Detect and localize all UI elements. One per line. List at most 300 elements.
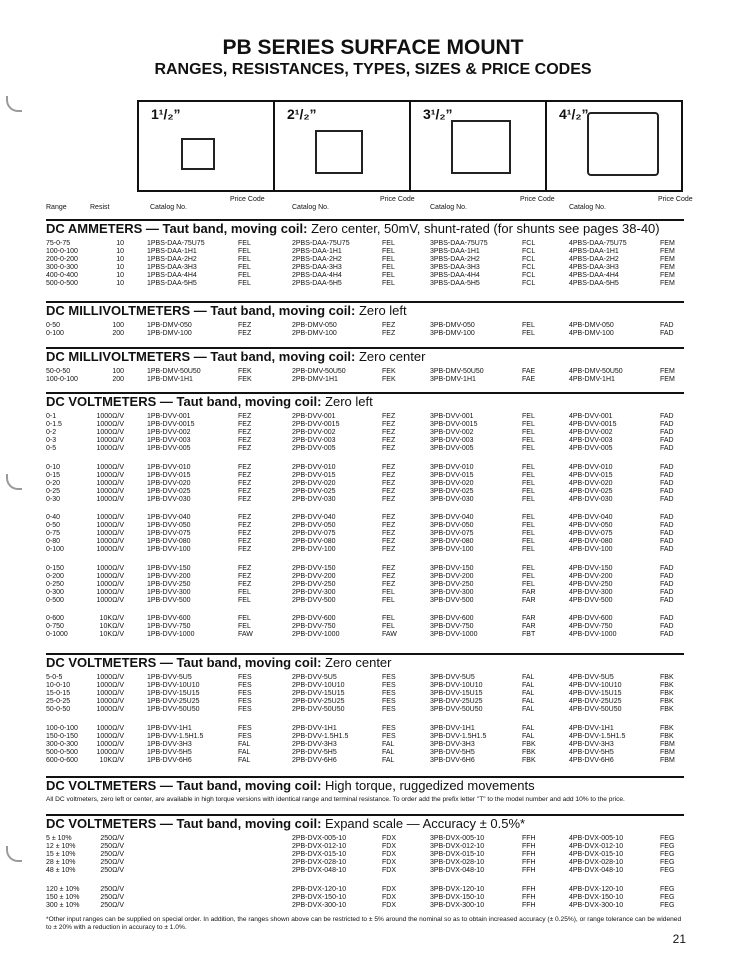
cell-resistance: 1000Ω/V (96, 413, 124, 420)
cell-catalog-3-5in: 3PB-DVV-250 (430, 580, 474, 588)
cell-catalog-2-5in: 2PB-DVV-0015 (292, 421, 340, 429)
cell-catalog-1-5in: 1PB-DVV-080 (147, 538, 191, 546)
cell-catalog-3-5in: 3PB-DMV-1H1 (430, 376, 476, 384)
cell-price-3-5in: FFH (522, 843, 536, 851)
col-header-catalog: Catalog No. (292, 204, 329, 211)
cell-resistance: 250Ω/V (100, 893, 124, 901)
cell-catalog-1-5in: 1PB-DMV-1H1 (147, 376, 193, 384)
cell-catalog-3-5in: 3PB-DVV-005 (430, 445, 474, 453)
cell-price-2-5in: FEL (382, 623, 395, 631)
cell-price-3-5in: FFH (522, 893, 536, 901)
cell-price-3-5in: FBK (522, 740, 536, 748)
cell-catalog-2-5in: 2PB-DVV-001 (292, 413, 336, 420)
cell-catalog-2-5in: 2PB-DVX-048-10 (292, 867, 347, 875)
cell-catalog-3-5in: 3PB-DMV-050 (430, 322, 475, 329)
cell-price-4-5in: FAD (660, 495, 674, 503)
cell-price-2-5in: FES (382, 732, 396, 740)
cell-catalog-3-5in: 3PB-DVV-3H3 (430, 740, 475, 748)
cell-catalog-1-5in: 1PB-DVV-1.5H1.5 (147, 732, 204, 740)
table-row (46, 322, 686, 330)
cell-resistance: 1000Ω/V (96, 674, 124, 681)
cell-price-2-5in: FEZ (382, 580, 396, 588)
cell-price-3-5in: FAL (522, 682, 535, 690)
binder-hole-mark (6, 474, 22, 490)
cell-price-2-5in: FDX (382, 901, 396, 909)
cell-catalog-4-5in: 4PBS-DAA-1H1 (569, 248, 619, 256)
cell-range: 0-150 (46, 564, 64, 572)
table-row (46, 376, 686, 384)
cell-catalog-3-5in: 3PBS-DAA-3H3 (430, 264, 480, 272)
cell-price-3-5in: FEL (522, 437, 535, 445)
cell-price-4-5in: FAD (660, 522, 674, 530)
table-row (46, 597, 686, 605)
cell-price-1-5in: FEL (238, 588, 251, 596)
cell-resistance: 1000Ω/V (96, 471, 124, 479)
cell-catalog-1-5in: 1PBS-DAA-5H5 (147, 280, 197, 288)
cell-price-2-5in: FAL (382, 756, 395, 764)
cell-catalog-1-5in: 1PB-DVV-500 (147, 596, 191, 604)
table-row (46, 445, 686, 453)
cell-range: 0-40 (46, 514, 61, 521)
cell-catalog-3-5in: 3PB-DVV-150 (430, 564, 474, 572)
cell-price-1-5in: FES (238, 706, 252, 714)
cell-catalog-4-5in: 4PB-DVV-020 (569, 479, 613, 487)
table-row (46, 256, 686, 264)
cell-resistance: 10KΩ/V (99, 615, 124, 622)
cell-catalog-3-5in: 3PB-DVX-005-10 (430, 835, 485, 842)
cell-catalog-4-5in: 4PBS-DAA-4H4 (569, 272, 619, 280)
cell-price-4-5in: FAD (660, 530, 674, 538)
cell-catalog-3-5in: 3PB-DVV-015 (430, 471, 474, 479)
cell-catalog-4-5in: 4PBS-DAA-2H2 (569, 256, 619, 264)
cell-price-1-5in: FEZ (238, 429, 252, 437)
cell-catalog-2-5in: 2PB-DVV-002 (292, 429, 336, 437)
table-row (46, 421, 686, 429)
cell-catalog-4-5in: 4PB-DVV-250 (569, 580, 613, 588)
cell-catalog-4-5in: 4PB-DVV-002 (569, 429, 613, 437)
cell-catalog-2-5in: 2PB-DVV-3H3 (292, 740, 337, 748)
cell-catalog-4-5in: 4PB-DVV-1H1 (569, 724, 614, 732)
cell-catalog-3-5in: 3PB-DVV-1000 (430, 631, 478, 639)
cell-range: 0-20 (46, 479, 61, 487)
cell-price-3-5in: FCL (522, 280, 536, 288)
cell-catalog-4-5in: 4PB-DVV-1000 (569, 631, 617, 639)
section-title-bold: DC MILLIVOLTMETERS — Taut band, moving coil: (46, 349, 356, 364)
cell-price-4-5in: FEM (660, 280, 675, 288)
cell-catalog-4-5in: 4PBS-DAA-3H3 (569, 264, 619, 272)
cell-catalog-4-5in: 4PB-DVV-005 (569, 445, 613, 453)
table-row (46, 674, 686, 682)
cell-resistance: 1000Ω/V (96, 724, 124, 732)
cell-catalog-1-5in: 1PBS-DAA-2H2 (147, 256, 197, 264)
table-row (46, 698, 686, 706)
cell-price-2-5in: FAW (382, 631, 397, 639)
cell-catalog-4-5in: 4PB-DVX-005-10 (569, 835, 624, 842)
cell-price-1-5in: FEZ (238, 538, 252, 546)
section-header (46, 776, 684, 794)
cell-catalog-4-5in: 4PB-DVV-6H6 (569, 756, 614, 764)
cell-price-2-5in: FEZ (382, 421, 396, 429)
cell-price-1-5in: FEZ (238, 445, 252, 453)
cell-range: 500-0-500 (46, 748, 78, 756)
cell-catalog-1-5in: 1PB-DVV-250 (147, 580, 191, 588)
cell-catalog-3-5in: 3PB-DVX-028-10 (430, 859, 485, 867)
size-label: 4¹/₂” (559, 106, 589, 122)
row-group (46, 615, 686, 639)
cell-price-3-5in: FEL (522, 530, 535, 538)
cell-range: 12 ± 10% (46, 843, 76, 851)
cell-catalog-4-5in: 4PB-DVV-100 (569, 546, 613, 554)
cell-resistance: 1000Ω/V (96, 546, 124, 554)
cell-catalog-1-5in: 1PB-DMV-050 (147, 322, 192, 329)
cell-resistance: 1000Ω/V (96, 429, 124, 437)
cell-price-4-5in: FAD (660, 538, 674, 546)
cell-price-4-5in: FBK (660, 706, 674, 714)
cell-price-2-5in: FEK (382, 368, 396, 375)
cell-price-4-5in: FBK (660, 698, 674, 706)
cell-catalog-3-5in: 3PB-DVV-080 (430, 538, 474, 546)
cell-catalog-3-5in: 3PB-DVV-010 (430, 463, 474, 471)
cell-price-3-5in: FBK (522, 756, 536, 764)
cell-catalog-3-5in: 3PB-DVV-5H5 (430, 748, 475, 756)
cell-catalog-4-5in: 4PB-DVV-3H3 (569, 740, 614, 748)
section-title-detail: Zero left (355, 303, 407, 318)
table-row (46, 859, 686, 867)
cell-catalog-2-5in: 2PB-DVV-50U50 (292, 706, 345, 714)
cell-price-2-5in: FEZ (382, 530, 396, 538)
cell-catalog-3-5in: 3PB-DVV-6H6 (430, 756, 475, 764)
cell-price-2-5in: FEZ (382, 538, 396, 546)
cell-catalog-3-5in: 3PB-DVX-012-10 (430, 843, 485, 851)
footnote: *Other input ranges can be supplied on special order. In addition, the ranges shown above can be restricted to ± 5% around the nominal so as to obtain increased accuracy (± 0.25%), or range tolerance can be widened to ± 20% with a reduction in accuracy to ± 1.0%. (46, 916, 682, 931)
cell-catalog-2-5in: 2PB-DVV-250 (292, 580, 336, 588)
cell-price-4-5in: FAD (660, 429, 674, 437)
cell-price-3-5in: FEL (522, 330, 535, 338)
cell-catalog-1-5in: 1PB-DVV-001 (147, 413, 191, 420)
cell-range: 5-0-5 (46, 674, 63, 681)
section-title-bold: DC VOLTMETERS — Taut band, moving coil: (46, 778, 322, 793)
cell-catalog-1-5in: 1PB-DVV-015 (147, 471, 191, 479)
cell-price-2-5in: FDX (382, 851, 396, 859)
size-cell (410, 101, 546, 191)
cell-range: 0-15 (46, 471, 61, 479)
cell-price-4-5in: FBM (660, 756, 675, 764)
cell-price-2-5in: FEZ (382, 322, 396, 329)
cell-catalog-4-5in: 4PB-DVV-050 (569, 522, 613, 530)
cell-catalog-1-5in: 1PB-DVV-050 (147, 522, 191, 530)
cell-price-2-5in: FEL (382, 248, 395, 256)
col-header-price: Price Code (520, 196, 555, 203)
cell-range: 0-750 (46, 623, 64, 631)
cell-catalog-3-5in: 3PB-DVX-015-10 (430, 851, 485, 859)
cell-catalog-1-5in: 1PB-DVV-300 (147, 588, 191, 596)
col-header-catalog: Catalog No. (569, 204, 606, 211)
section-header (46, 392, 684, 410)
cell-price-2-5in: FDX (382, 843, 396, 851)
table-row (46, 867, 686, 875)
cell-catalog-3-5in: 3PB-DVV-25U25 (430, 698, 483, 706)
table-row (46, 522, 686, 530)
cell-catalog-2-5in: 2PBS-DAA-3H3 (292, 264, 342, 272)
cell-price-3-5in: FAL (522, 724, 535, 732)
cell-catalog-2-5in: 2PB-DVV-100 (292, 546, 336, 554)
cell-price-1-5in: FEZ (238, 463, 252, 471)
cell-catalog-1-5in: 1PB-DVV-10U10 (147, 682, 200, 690)
cell-resistance: 1000Ω/V (96, 572, 124, 580)
cell-catalog-1-5in: 1PBS-DAA-1H1 (147, 248, 197, 256)
cell-range: 0-3 (46, 437, 57, 445)
cell-price-2-5in: FDX (382, 835, 396, 842)
cell-price-4-5in: FAD (660, 445, 674, 453)
cell-range: 50-0-50 (46, 368, 71, 375)
table-row (46, 682, 686, 690)
size-label: 2¹/₂” (287, 106, 317, 122)
cell-catalog-3-5in: 3PB-DVV-1H1 (430, 724, 475, 732)
cell-price-1-5in: FAL (238, 756, 251, 764)
cell-price-1-5in: FAL (238, 748, 251, 756)
cell-price-4-5in: FEM (660, 368, 675, 375)
cell-resistance: 1000Ω/V (96, 421, 124, 429)
cell-catalog-2-5in: 2PB-DVV-10U10 (292, 682, 345, 690)
cell-resistance: 200 (112, 330, 124, 338)
cell-catalog-3-5in: 3PB-DVX-120-10 (430, 885, 485, 893)
row-group (46, 368, 686, 384)
cell-resistance: 10 (116, 240, 124, 247)
table-row (46, 565, 686, 573)
table-row (46, 280, 686, 288)
cell-catalog-2-5in: 2PB-DVV-025 (292, 487, 336, 495)
cell-catalog-1-5in: 1PBS-DAA-3H3 (147, 264, 197, 272)
cell-resistance: 10KΩ/V (99, 756, 124, 764)
table-row (46, 437, 686, 445)
cell-price-3-5in: FCL (522, 240, 536, 247)
table-row (46, 589, 686, 597)
cell-catalog-1-5in: 1PB-DVV-1H1 (147, 724, 192, 732)
cell-price-4-5in: FEM (660, 240, 675, 247)
cell-price-4-5in: FAD (660, 322, 674, 329)
cell-catalog-4-5in: 4PB-DVV-010 (569, 463, 613, 471)
cell-price-3-5in: FBK (522, 748, 536, 756)
cell-resistance: 250Ω/V (100, 835, 124, 842)
cell-catalog-4-5in: 4PB-DVV-040 (569, 514, 613, 521)
cell-price-1-5in: FEZ (238, 479, 252, 487)
table-row (46, 248, 686, 256)
cell-price-2-5in: FEL (382, 596, 395, 604)
cell-catalog-3-5in: 3PB-DVV-040 (430, 514, 474, 521)
cell-catalog-2-5in: 2PB-DVV-040 (292, 514, 336, 521)
cell-catalog-2-5in: 2PB-DVV-200 (292, 572, 336, 580)
cell-price-3-5in: FAR (522, 588, 536, 596)
cell-price-4-5in: FBK (660, 690, 674, 698)
table-row (46, 538, 686, 546)
cell-price-3-5in: FAE (522, 376, 536, 384)
cell-price-1-5in: FEL (238, 623, 251, 631)
col-header-resist: Resist (90, 204, 110, 211)
cell-price-3-5in: FAL (522, 674, 535, 681)
cell-price-1-5in: FEL (238, 272, 251, 280)
cell-price-4-5in: FEG (660, 851, 675, 859)
cell-catalog-2-5in: 2PB-DVV-020 (292, 479, 336, 487)
cell-resistance: 10KΩ/V (99, 631, 124, 639)
table-row (46, 725, 686, 733)
cell-price-3-5in: FEL (522, 421, 535, 429)
cell-price-3-5in: FFH (522, 835, 536, 842)
cell-catalog-1-5in: 1PB-DVV-030 (147, 495, 191, 503)
cell-catalog-4-5in: 4PB-DVX-015-10 (569, 851, 624, 859)
cell-price-4-5in: FAD (660, 487, 674, 495)
cell-catalog-4-5in: 4PB-DVV-500 (569, 596, 613, 604)
table-row (46, 835, 686, 843)
cell-price-1-5in: FEZ (238, 514, 252, 521)
cell-price-2-5in: FEL (382, 588, 395, 596)
cell-resistance: 1000Ω/V (96, 463, 124, 471)
cell-catalog-4-5in: 4PB-DVV-750 (569, 623, 613, 631)
cell-range: 28 ± 10% (46, 859, 76, 867)
cell-catalog-1-5in: 1PB-DVV-5H5 (147, 748, 192, 756)
cell-catalog-3-5in: 3PB-DVV-1.5H1.5 (430, 732, 487, 740)
table-row (46, 264, 686, 272)
cell-price-3-5in: FCL (522, 248, 536, 256)
cell-catalog-3-5in: 3PB-DVV-075 (430, 530, 474, 538)
cell-price-2-5in: FEZ (382, 514, 396, 521)
cell-price-2-5in: FEZ (382, 572, 396, 580)
cell-price-4-5in: FAD (660, 330, 674, 338)
cell-price-4-5in: FAD (660, 514, 674, 521)
cell-price-3-5in: FEL (522, 572, 535, 580)
cell-price-1-5in: FEK (238, 368, 252, 375)
table-row (46, 488, 686, 496)
cell-range: 10-0-10 (46, 682, 71, 690)
cell-price-4-5in: FEG (660, 901, 675, 909)
cell-catalog-1-5in: 1PB-DVV-075 (147, 530, 191, 538)
section-header (46, 219, 684, 237)
cell-catalog-3-5in: 3PB-DVV-030 (430, 495, 474, 503)
cell-catalog-2-5in: 2PB-DVV-600 (292, 615, 336, 622)
cell-catalog-3-5in: 3PB-DVX-048-10 (430, 867, 485, 875)
cell-catalog-4-5in: 4PB-DVV-5H5 (569, 748, 614, 756)
cell-catalog-2-5in: 2PB-DVV-005 (292, 445, 336, 453)
cell-price-2-5in: FDX (382, 893, 396, 901)
cell-range: 600-0-600 (46, 756, 78, 764)
cell-price-3-5in: FAR (522, 615, 536, 622)
cell-catalog-4-5in: 4PB-DVV-080 (569, 538, 613, 546)
cell-price-2-5in: FEZ (382, 330, 396, 338)
meter-illustration (181, 138, 215, 170)
cell-range: 25-0-25 (46, 698, 71, 706)
cell-catalog-4-5in: 4PB-DVV-15U15 (569, 690, 622, 698)
cell-price-2-5in: FAL (382, 740, 395, 748)
cell-price-2-5in: FEZ (382, 487, 396, 495)
cell-catalog-1-5in: 1PB-DVV-150 (147, 564, 191, 572)
cell-price-3-5in: FEL (522, 413, 535, 420)
cell-catalog-1-5in: 1PB-DVV-50U50 (147, 706, 200, 714)
cell-range: 15 ± 10% (46, 851, 76, 859)
cell-catalog-1-5in: 1PB-DMV-100 (147, 330, 192, 338)
cell-catalog-4-5in: 4PB-DVV-200 (569, 572, 613, 580)
table-row (46, 368, 686, 376)
cell-price-3-5in: FEL (522, 522, 535, 530)
size-cell (546, 101, 682, 191)
cell-price-3-5in: FAL (522, 690, 535, 698)
cell-range: 0-5 (46, 445, 57, 453)
cell-resistance: 10 (116, 248, 124, 256)
cell-catalog-2-5in: 2PB-DVV-5H5 (292, 748, 337, 756)
cell-range: 0-1 (46, 413, 57, 420)
cell-price-4-5in: FBK (660, 724, 674, 732)
meter-illustration (315, 130, 363, 174)
row-group (46, 565, 686, 605)
cell-price-1-5in: FES (238, 690, 252, 698)
table-row (46, 429, 686, 437)
cell-price-1-5in: FEZ (238, 487, 252, 495)
cell-catalog-3-5in: 3PB-DVV-0015 (430, 421, 478, 429)
table-row (46, 413, 686, 421)
cell-price-3-5in: FEL (522, 514, 535, 521)
cell-resistance: 1000Ω/V (96, 682, 124, 690)
cell-resistance: 200 (112, 376, 124, 384)
cell-range: 0-600 (46, 615, 64, 622)
cell-range: 50-0-50 (46, 706, 71, 714)
cell-resistance: 1000Ω/V (96, 530, 124, 538)
cell-range: 0-10 (46, 463, 61, 471)
cell-price-3-5in: FEL (522, 322, 535, 329)
cell-catalog-3-5in: 3PB-DVV-750 (430, 623, 474, 631)
cell-range: 200-0-200 (46, 256, 78, 264)
cell-price-2-5in: FEZ (382, 413, 396, 420)
cell-price-2-5in: FEL (382, 256, 395, 264)
row-group (46, 240, 686, 289)
cell-catalog-4-5in: 4PB-DVV-001 (569, 413, 613, 420)
cell-range: 0-1.5 (46, 421, 62, 429)
cell-catalog-4-5in: 4PB-DVX-300-10 (569, 901, 624, 909)
table-row (46, 496, 686, 504)
cell-catalog-4-5in: 4PB-DVV-600 (569, 615, 613, 622)
cell-price-2-5in: FEZ (382, 429, 396, 437)
cell-price-3-5in: FEL (522, 580, 535, 588)
cell-resistance: 250Ω/V (100, 885, 124, 893)
section-title-detail: Zero center, 50mV, shunt-rated (for shunts see pages 38-40) (307, 221, 660, 236)
cell-catalog-3-5in: 3PB-DVV-10U10 (430, 682, 483, 690)
cell-catalog-1-5in: 1PB-DVV-6H6 (147, 756, 192, 764)
cell-price-3-5in: FEL (522, 479, 535, 487)
cell-price-2-5in: FEZ (382, 471, 396, 479)
row-group (46, 674, 686, 714)
cell-catalog-3-5in: 3PB-DVV-600 (430, 615, 474, 622)
cell-resistance: 100 (112, 368, 124, 375)
section-header (46, 347, 684, 365)
cell-price-1-5in: FEZ (238, 530, 252, 538)
cell-range: 15-0-15 (46, 690, 71, 698)
cell-resistance: 1000Ω/V (96, 522, 124, 530)
table-row (46, 240, 686, 248)
size-cell (138, 101, 274, 191)
cell-range: 100-0-100 (46, 376, 78, 384)
cell-range: 100-0-100 (46, 248, 78, 256)
cell-price-4-5in: FAD (660, 580, 674, 588)
cell-catalog-2-5in: 2PB-DVV-150 (292, 564, 336, 572)
cell-catalog-4-5in: 4PB-DVX-150-10 (569, 893, 624, 901)
cell-resistance: 1000Ω/V (96, 514, 124, 521)
cell-range: 0-250 (46, 580, 64, 588)
cell-range: 0-1000 (46, 631, 68, 639)
cell-price-1-5in: FES (238, 674, 252, 681)
cell-catalog-3-5in: 3PBS-DAA-75U75 (430, 240, 488, 247)
cell-catalog-1-5in: 1PB-DVV-3H3 (147, 740, 192, 748)
cell-catalog-4-5in: 4PB-DVV-0015 (569, 421, 617, 429)
cell-range: 300-0-300 (46, 740, 78, 748)
cell-price-4-5in: FEG (660, 835, 675, 842)
cell-price-2-5in: FDX (382, 867, 396, 875)
